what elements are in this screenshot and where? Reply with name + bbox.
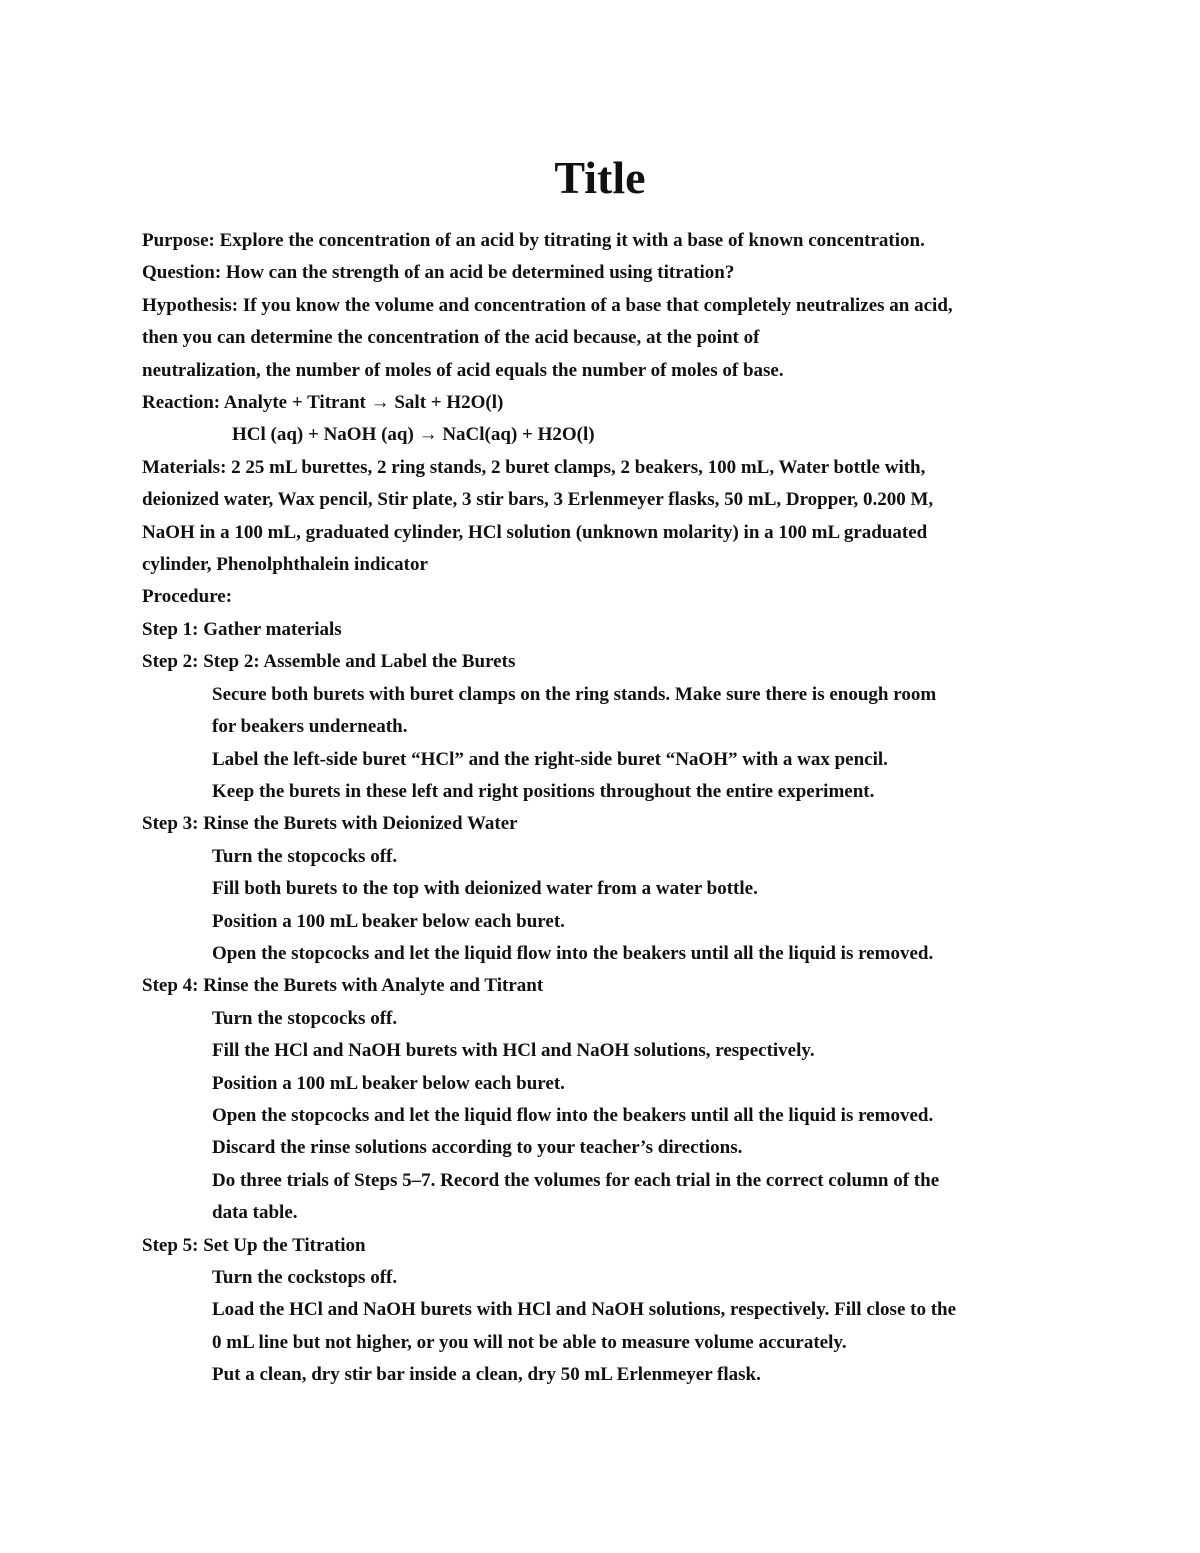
step-instruction: Fill the HCl and NaOH burets with HCl and NaOH solutions, respectively. (212, 1040, 815, 1062)
hypothesis-line: then you can determine the concentration of the acid because, at the point of (142, 327, 760, 349)
hypothesis-line: Hypothesis: If you know the volume and concentration of a base that completely neutralizes an acid, (142, 294, 953, 316)
materials-line: cylinder, Phenolphthalein indicator (142, 554, 428, 576)
step-instruction: 0 mL line but not higher, or you will not be able to measure volume accurately. (212, 1331, 847, 1353)
step-instruction: Do three trials of Steps 5–7. Record the volumes for each trial in the correct column of the (212, 1169, 940, 1191)
step-instruction: Turn the stopcocks off. (212, 845, 398, 867)
step-instruction: Open the stopcocks and let the liquid flow into the beakers until all the liquid is removed. (212, 942, 934, 964)
step-instruction: for beakers underneath. (212, 716, 408, 738)
hypothesis-line: neutralization, the number of moles of acid equals the number of moles of base. (142, 359, 784, 381)
step-instruction: Keep the burets in these left and right positions throughout the entire experiment. (212, 780, 875, 802)
document-title: Title (554, 152, 646, 203)
reaction-equation: HCl (aq) + NaOH (aq) → NaCl(aq) + H2O(l) (232, 424, 595, 446)
step-instruction: Label the left-side buret “HCl” and the right-side buret “NaOH” with a wax pencil. (212, 748, 888, 770)
step-heading: Step 2: Step 2: Assemble and Label the Burets (142, 651, 516, 673)
step-instruction: Load the HCl and NaOH burets with HCl and NaOH solutions, respectively. Fill close to the (212, 1299, 957, 1321)
materials-line: Materials: 2 25 mL burettes, 2 ring stands, 2 buret clamps, 2 beakers, 100 mL, Water bottle with, (142, 456, 926, 478)
step-instruction: Put a clean, dry stir bar inside a clean, dry 50 mL Erlenmeyer flask. (212, 1364, 761, 1386)
step-instruction: Discard the rinse solutions according to your teacher’s directions. (212, 1137, 743, 1159)
document-body (142, 225, 1072, 1392)
step-heading: Step 4: Rinse the Burets with Analyte and Titrant (142, 975, 544, 997)
step-instruction: Turn the cockstops off. (212, 1267, 398, 1288)
materials-line: NaOH in a 100 mL, graduated cylinder, HCl solution (unknown molarity) in a 100 mL graduated (142, 521, 928, 543)
step-instruction: Open the stopcocks and let the liquid flow into the beakers until all the liquid is removed. (212, 1104, 934, 1126)
step-instruction: Turn the stopcocks off. (212, 1007, 398, 1029)
step-instruction: Position a 100 mL beaker below each buret. (212, 1072, 565, 1094)
materials-line: deionized water, Wax pencil, Stir plate, 3 stir bars, 3 Erlenmeyer flasks, 50 mL, Dropper, 0.200 M, (142, 489, 934, 511)
step-heading: Step 5: Set Up the Titration (142, 1234, 366, 1256)
step-instruction: Position a 100 mL beaker below each buret. (212, 910, 565, 932)
step-instruction: Secure both burets with buret clamps on the ring stands. Make sure there is enough room (212, 683, 937, 705)
question-line: Question: How can the strength of an acid be determined using titration? (142, 262, 735, 284)
step-instruction: data table. (212, 1202, 298, 1224)
step-heading: Step 3: Rinse the Burets with Deionized Water (142, 813, 518, 835)
purpose-line: Purpose: Explore the concentration of an acid by titrating it with a base of known concentration. (142, 230, 925, 251)
step-heading: Step 1: Gather materials (142, 618, 342, 640)
reaction-line: Reaction: Analyte + Titrant → Salt + H2O(l) (142, 392, 504, 414)
step-instruction: Fill both burets to the top with deionized water from a water bottle. (212, 878, 758, 900)
procedure-label: Procedure: (142, 586, 233, 608)
